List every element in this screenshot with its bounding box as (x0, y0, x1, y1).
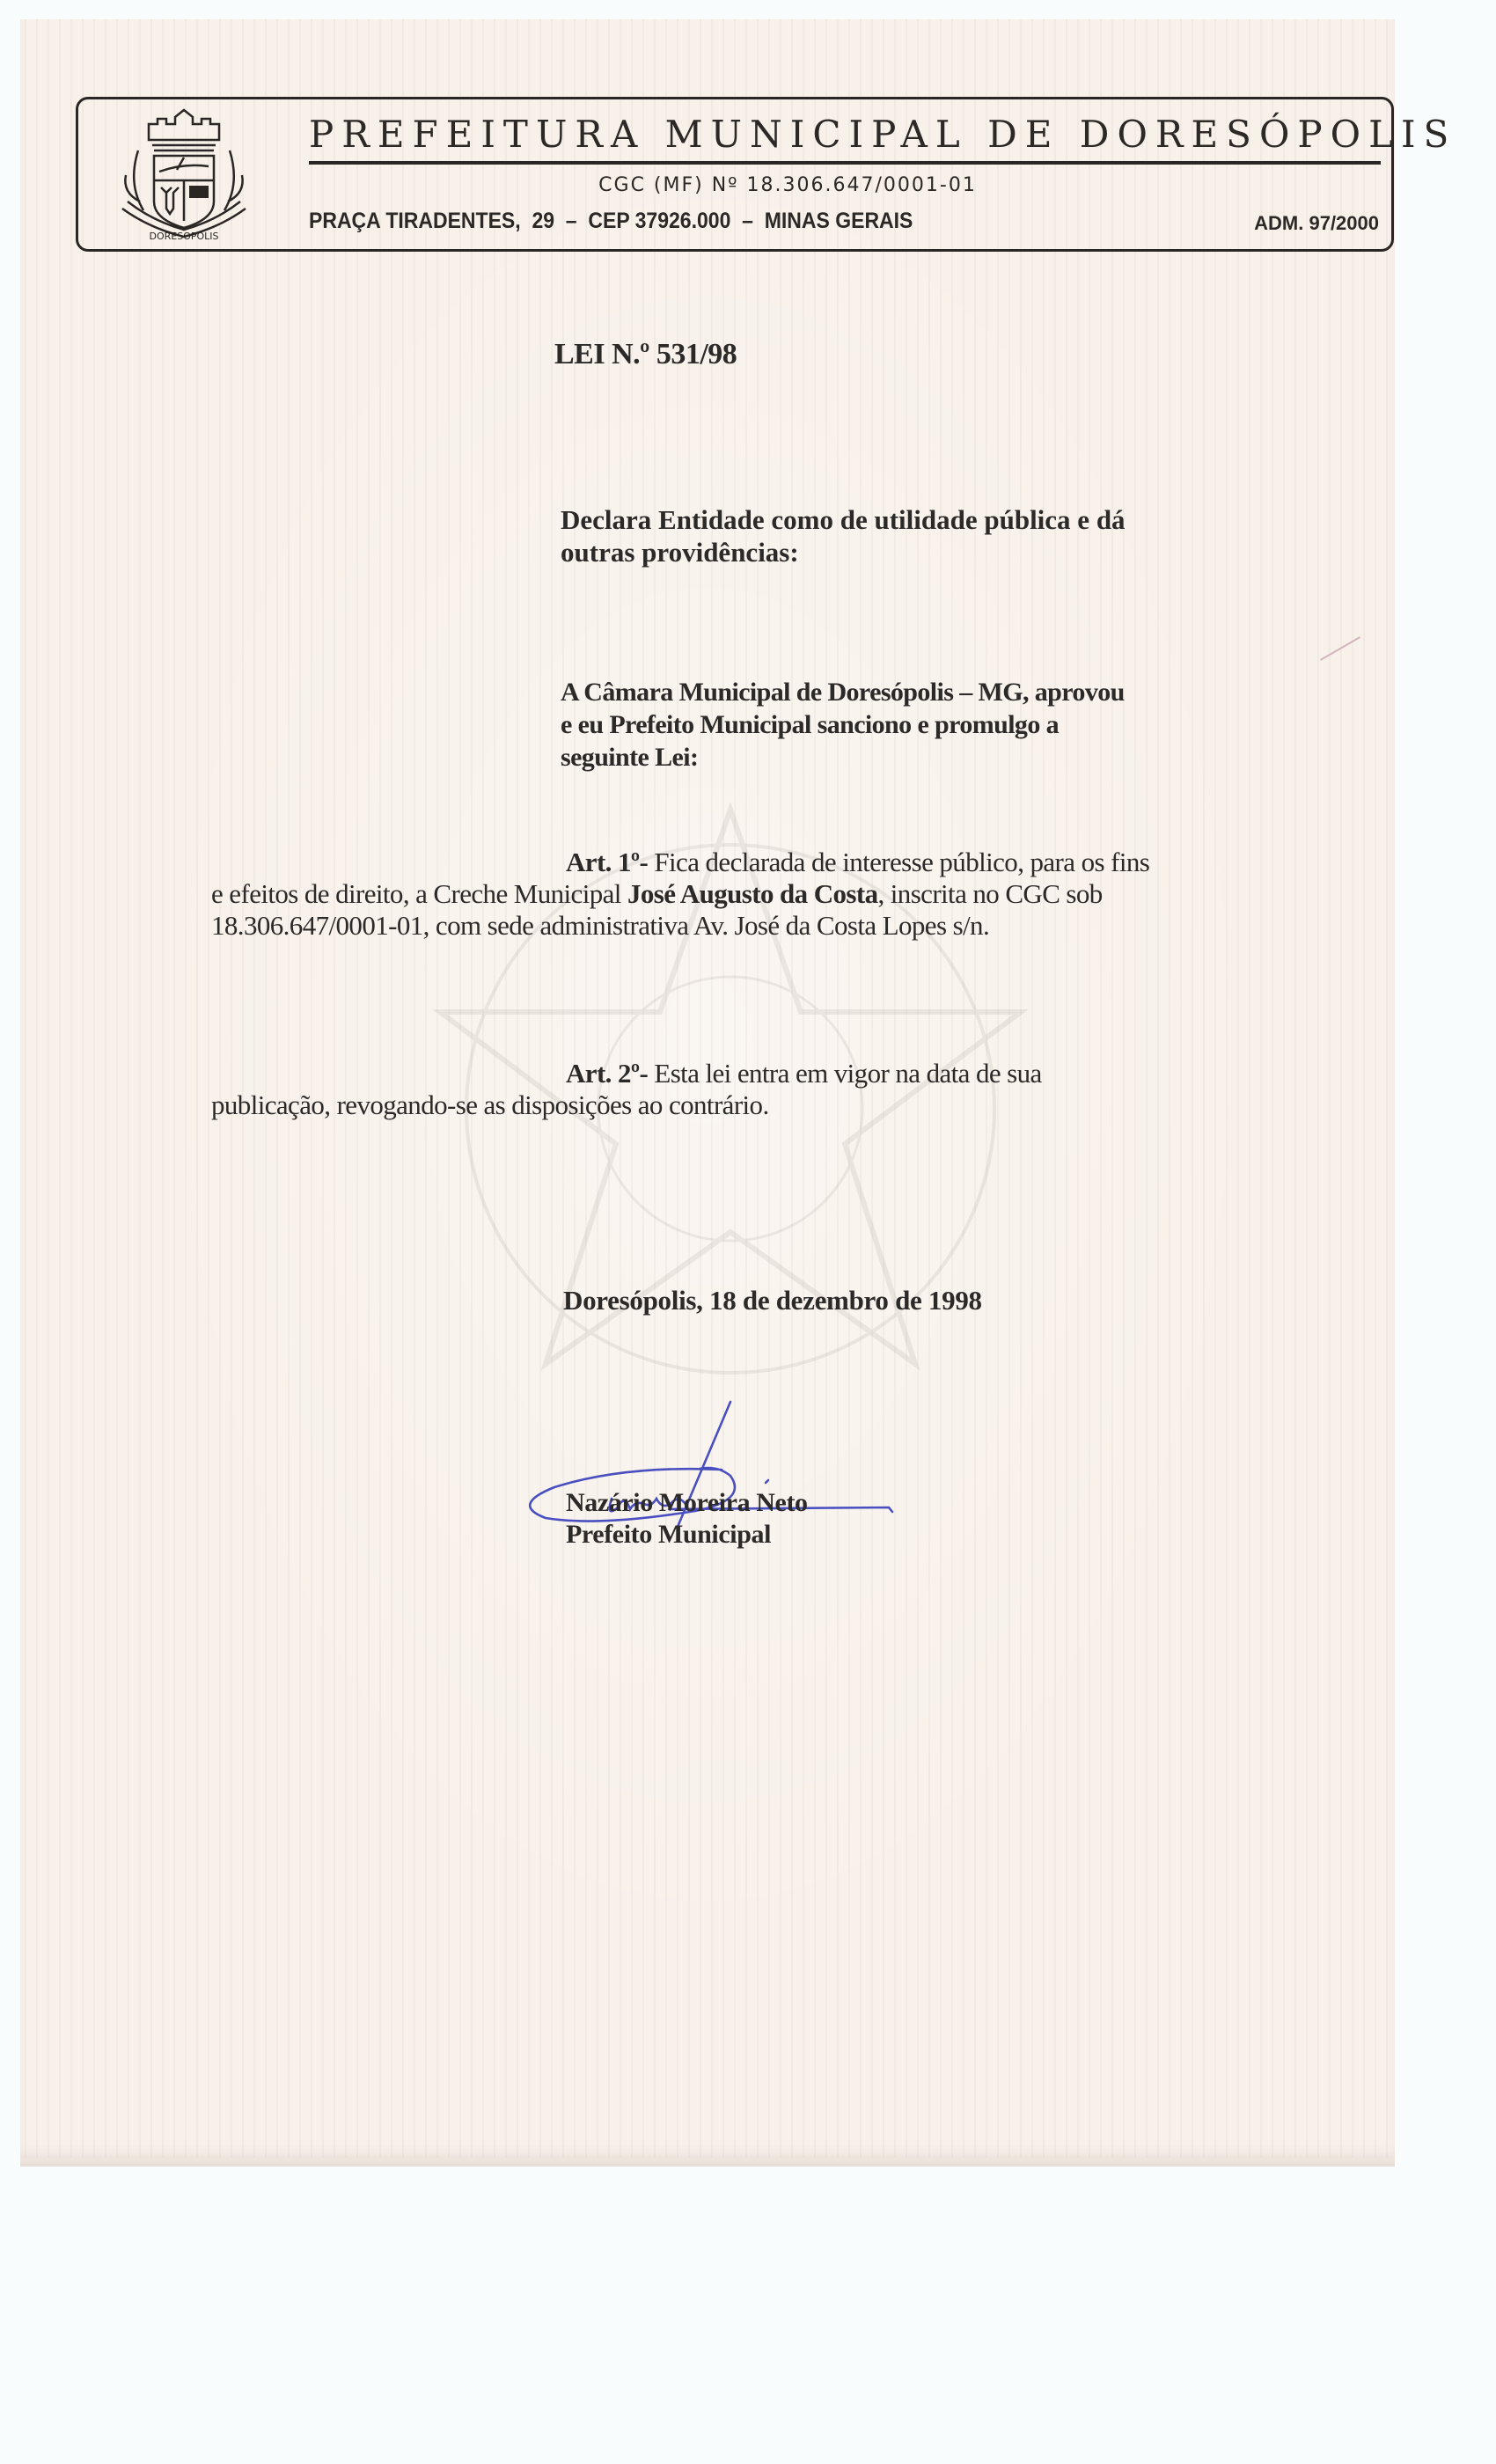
letterhead-title: PREFEITURA MUNICIPAL DE DORESÓPOLIS (309, 110, 1381, 165)
page-bottom-edge (20, 2158, 1395, 2167)
place-and-date: Doresópolis, 18 de dezembro de 1998 (563, 1285, 982, 1316)
law-summary-line: outras providências: (561, 537, 799, 568)
enactment-line: A Câmara Municipal de Doresópolis – MG, aprovou (561, 678, 1125, 707)
law-number: LEI N.º 531/98 (554, 338, 737, 370)
letterhead (76, 97, 1457, 252)
article-2 (211, 1058, 1320, 1121)
article-1-line-2: e efeitos de direito, a Creche Municipal José Augusto da Costa, inscrita no CGC sob (211, 878, 1103, 909)
signer-name: Nazário Moreira Neto (566, 1488, 808, 1517)
article-2-line-1: Art. 2º- Esta lei entra em vigor na data de sua (566, 1058, 1042, 1089)
article-1-line-3: 18.306.647/0001-01, com sede administrativa Av. José da Costa Lopes s/n. (211, 910, 990, 941)
signer-role: Prefeito Municipal (566, 1520, 772, 1549)
article-1-label: Art. 1º- (566, 847, 649, 877)
letterhead-admin: ADM. 97/2000 (1254, 212, 1379, 234)
svg-text:DORESOPOLIS: DORESOPOLIS (149, 231, 219, 242)
letterhead-cgc: CGC (MF) Nº 18.306.647/0001-01 (598, 174, 977, 196)
law-summary-line: Declara Entidade como de utilidade pública e dá (561, 504, 1126, 535)
article-1 (211, 847, 1320, 942)
enactment-line: e eu Prefeito Municipal sanciono e promulgo a (561, 710, 1060, 739)
letterhead-address: PRAÇA TIRADENTES, 29 – CEP 37926.000 – MINAS GERAIS (309, 209, 913, 233)
entity-name: José Augusto da Costa (627, 878, 878, 909)
law-summary (561, 503, 1282, 568)
enactment-clause (561, 676, 1300, 774)
article-2-label: Art. 2º- (566, 1058, 649, 1089)
article-2-line-2: publicação, revogando-se as disposições ao contrário. (211, 1089, 769, 1120)
article-1-line-1: Art. 1º- Fica declarada de interesse público, para os fins (566, 847, 1150, 877)
enactment-line: seguinte Lei: (561, 743, 699, 772)
signer-block (566, 1487, 808, 1551)
